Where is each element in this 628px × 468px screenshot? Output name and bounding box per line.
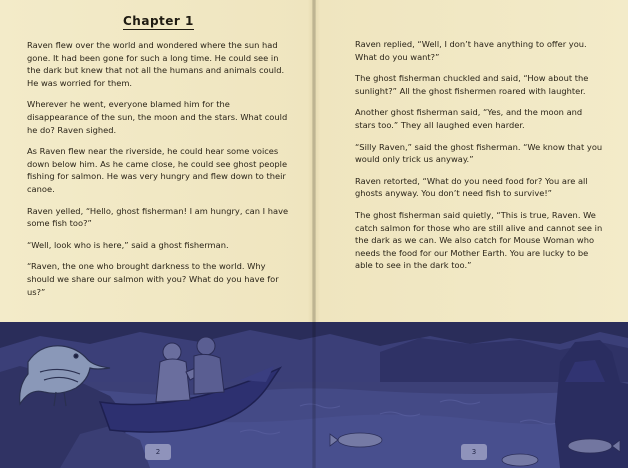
paragraph: “Silly Raven,” said the ghost fisherman. “We know that you would only trick us anyway.” <box>355 141 603 165</box>
paragraph: Raven retorted, “What do you need food for? You are all ghosts anyway. You don’t need fish to survive!” <box>355 175 588 199</box>
paragraph: Raven replied, “Well, I don’t have anything to offer you. What do you want?” <box>355 39 587 62</box>
paragraph: The ghost fisherman said quietly, “This is true, Raven. We catch salmon for those who are still alive and cannot see in the dark as we can. We also catch for Mouse Woman who needs the food for our Mother Earth. You are lucky to be able to see in the dark too.” <box>355 209 603 271</box>
paragraph: “Raven, the one who brought darkness to the world. Why should we share our salmon with you? What do you have for us?” <box>27 261 279 297</box>
page-number-right: 3 <box>461 444 487 460</box>
page-number-left: 2 <box>145 444 171 460</box>
chapter-title: Chapter 1 <box>123 14 194 28</box>
paragraph: The ghost fisherman chuckled and said, “How about the sunlight?” All the ghost fishermen roared with laughter. <box>355 73 589 96</box>
right-page-text <box>355 38 605 281</box>
left-page-text <box>27 39 289 307</box>
paragraph: As Raven flew near the riverside, he could hear some voices down below him. As he came close, he could see ghost people fishing for salmon. He was very hungry and flew down to their canoe. <box>27 146 288 194</box>
paragraph: “Well, look who is here,” said a ghost fisherman. <box>27 239 229 250</box>
paragraph: Another ghost fisherman said, “Yes, and the moon and stars too.” They all laughed even harder. <box>355 107 583 130</box>
paragraph: Wherever he went, everyone blamed him for the disappearance of the sun, the moon and the stars. What could he do? Raven sighed. <box>27 99 288 135</box>
paragraph: Raven yelled, “Hello, ghost fisherman! I am hungry, can I have some fish too?” <box>27 205 289 229</box>
paragraph: Raven flew over the world and wondered where the sun had gone. It had been gone for such a long time. He could see in the dark but knew that not all the humans and animals could. He was worried for them. <box>27 40 285 88</box>
book-gutter <box>312 0 316 468</box>
